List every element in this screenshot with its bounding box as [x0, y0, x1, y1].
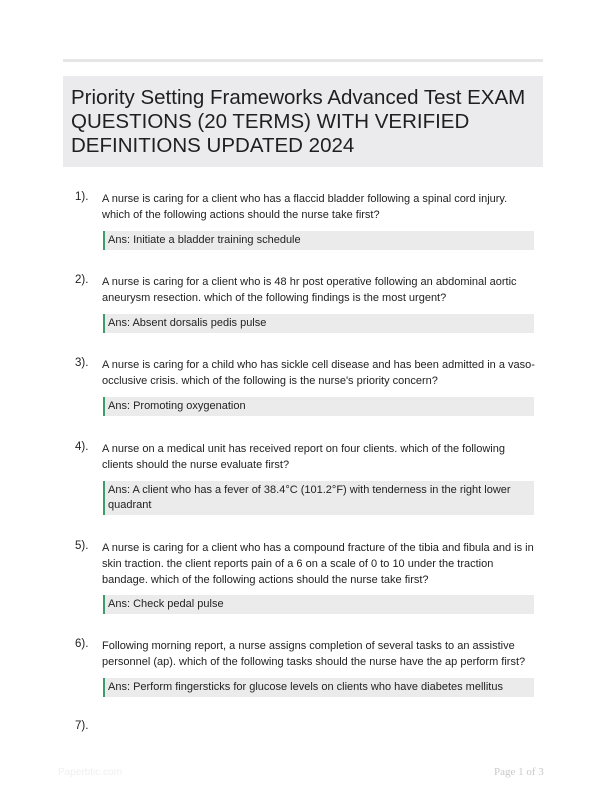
document-title: Priority Setting Frameworks Advanced Test EXAM QUESTIONS (20 TERMS) WITH VERIFIED DEFINITIONS UPDATED 2024 — [71, 86, 526, 157]
question-number: 1). — [75, 191, 89, 203]
question-text: A nurse is caring for a child who has sickle cell disease and has been admitted in a vaso-occlusive crisis. which of the following is the nurse's priority concern? — [102, 359, 535, 387]
question-number: 7). — [75, 720, 89, 732]
answer-box: Ans: Promoting oxygenation — [103, 397, 534, 416]
title-banner — [63, 76, 543, 167]
answer-box: Ans: Check pedal pulse — [103, 595, 534, 614]
watermark-text: Paperbtic.com — [58, 767, 122, 778]
question-number: 4). — [75, 441, 89, 453]
answer-box: Ans: Perform fingersticks for glucose levels on clients who have diabetes mellitus — [103, 678, 534, 697]
question-number: 5). — [75, 540, 89, 552]
question-text: A nurse is caring for a client who is 48 hr post operative following an abdominal aortic aneurysm resection. which of the following findings is the most urgent? — [102, 276, 517, 304]
question-text: A nurse is caring for a client who has a flaccid bladder following a spinal cord injury. which of the following actions should the nurse take first? — [102, 193, 508, 221]
question-number: 2). — [75, 274, 89, 286]
question-number: 3). — [75, 357, 89, 369]
question-text: Following morning report, a nurse assigns completion of several tasks to an assistive personnel (ap). which of the following tasks should the nurse have the ap perform first? — [102, 640, 526, 668]
answer-box: Ans: A client who has a fever of 38.4°C (101.2°F) with tenderness in the right lower quadrant — [103, 481, 534, 515]
top-divider — [63, 59, 543, 62]
question-text: A nurse on a medical unit has received report on four clients. which of the following clients should the nurse evaluate first? — [102, 443, 505, 471]
answer-box: Ans: Absent dorsalis pedis pulse — [103, 314, 534, 333]
question-number: 6). — [75, 638, 89, 650]
answer-box: Ans: Initiate a bladder training schedule — [103, 231, 534, 250]
question-text: A nurse is caring for a client who has a compound fracture of the tibia and fibula and is in skin traction. the client reports pain of a 6 on a scale of 0 to 10 under the traction bandage. which of the following actions should the nurse take first? — [102, 542, 534, 586]
page-indicator: Page 1 of 3 — [494, 766, 544, 778]
